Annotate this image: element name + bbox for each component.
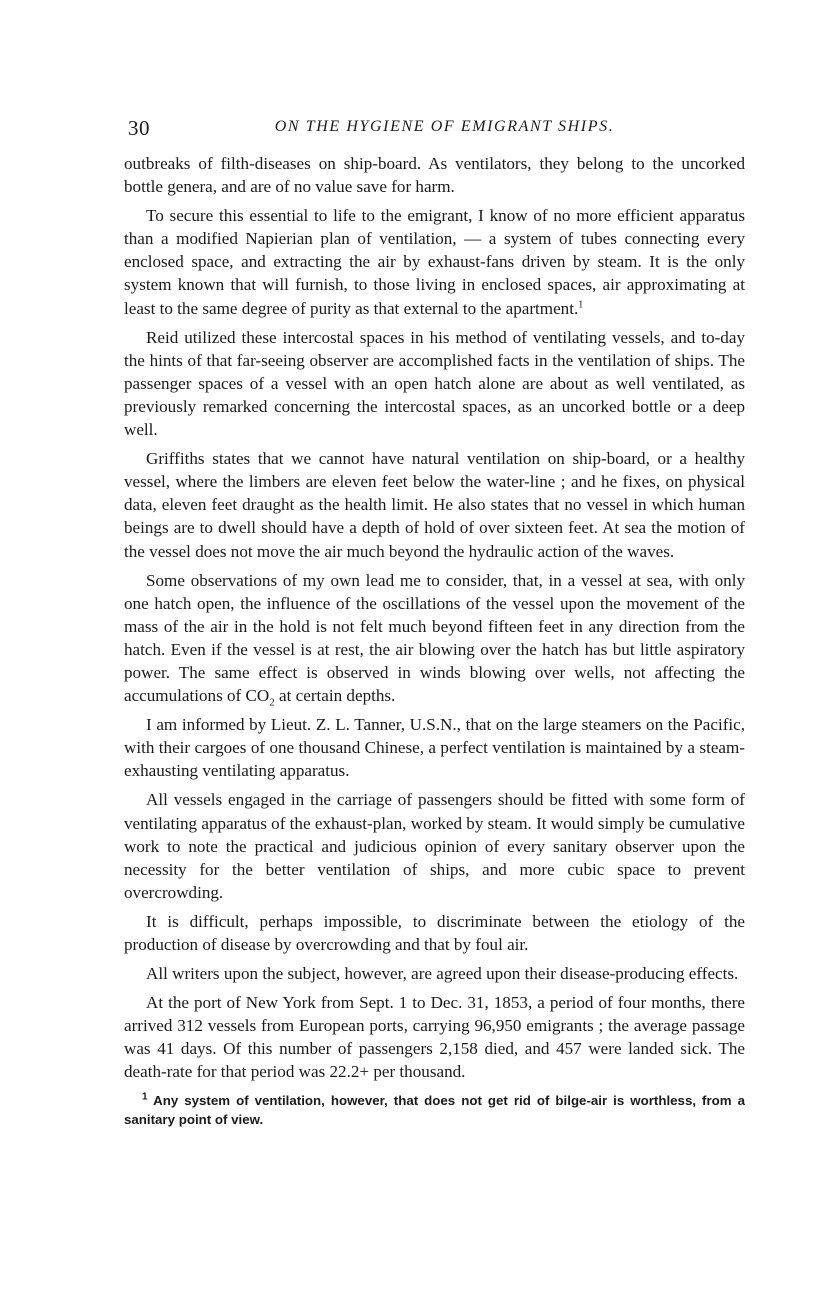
paragraph-etiology: It is difficult, perhaps impossible, to discriminate between the etiology of the production of disease by overcrowding and that by foul air. <box>124 911 745 954</box>
paragraph-continued: outbreaks of filth-diseases on ship-board. As ventilators, they belong to the uncorked bottle genera, and are of no value save for harm. <box>124 154 745 197</box>
paragraph-new-york-statistics: At the port of New York from Sept. 1 to Dec. 31, 1853, a period of four months, there arrived 312 vessels from European ports, carrying 96,950 emigrants ; the average passage was 41 days. Of this number of passengers 2,158 died, and 457 were landed sick. The death-rate for that period was 22.2+ per thousand. <box>124 993 745 1082</box>
running-head <box>124 112 745 142</box>
paragraph-observations: Some observations of my own lead me to consider, that, in a vessel at sea, with only one hatch open, the influence of the oscillations of the vessel upon the movement of the mass of the air in the hold is not felt much beyond fifteen feet in any direction from the hatch. Even if the vessel is at rest, the air blowing over the hatch has but little aspiratory power. The same effect is observed in winds blowing over wells, not affecting the accumulations of $CO_2$ at certain depths. <box>124 570 745 709</box>
footnote-marker: 1 <box>142 1091 148 1103</box>
page-number: 30 <box>128 116 150 140</box>
paragraph-griffiths: Griffiths states that we cannot have natural ventilation on ship-board, or a healthy vessel, where the limbers are eleven feet below the water-line ; and he fixes, on physical data, eleven feet draught as the health limit. He also states that no vessel in which human beings are to dwell should have a depth of hold of over sixteen feet. At sea the motion of the vessel does not move the air much beyond the hydraulic action of the waves. <box>124 449 745 561</box>
paragraph-reid: Reid utilized these intercostal spaces in his method of ventilating vessels, and to-day the hints of that far-seeing observer are accomplished facts in the ventilation of ships. The passenger spaces of a vessel with an open hatch alone are about as well ventilated, as previously remarked concerning the intercostal spaces, as an uncorked bottle or a deep well. <box>124 327 745 440</box>
paragraph-tanner: I am informed by Lieut. Z. L. Tanner, U.S.N., that on the large steamers on the Pacific, with their cargoes of one thousand Chinese, a perfect ventilation is maintained by a steam-exhausting ventilating apparatus. <box>124 715 745 781</box>
footnote <box>124 1091 745 1129</box>
paragraph-writers: All writers upon the subject, however, are agreed upon their disease-producing effects. <box>146 964 739 984</box>
body-text <box>124 152 745 1084</box>
co2-subscript: 2 <box>269 696 275 709</box>
footnote-reference: 1 <box>578 298 584 310</box>
paragraph-exhaust-plan: All vessels engaged in the carriage of passengers should be fitted with some form of ventilating apparatus of the exhaust-plan, worked by steam. It would simply be cumulative work to note the practical and judicious opinion of every sanitary observer upon the necessity for the better ventilation of ships, and more cubic space to prevent overcrowding. <box>124 790 745 902</box>
running-title: ON THE HYGIENE OF EMIGRANT SHIPS. <box>274 118 615 135</box>
book-page <box>124 112 745 1129</box>
paragraph-ventilation-apparatus: To secure this essential to life to the emigrant, I know of no more efficient apparatus than a modified Napierian plan of ventilation, — a system of tubes connecting every enclosed space, and extracting the air by exhaust-fans driven by steam. It is the only system known that will furnish, to those living in enclosed spaces, air approximating at least to the same degree of purity as that external to the apartment.$^1$ <box>124 206 745 318</box>
footnote-text: Any system of ventilation, however, that does not get rid of bilge-air is worthless, from a sanitary point of view. <box>124 1092 746 1127</box>
